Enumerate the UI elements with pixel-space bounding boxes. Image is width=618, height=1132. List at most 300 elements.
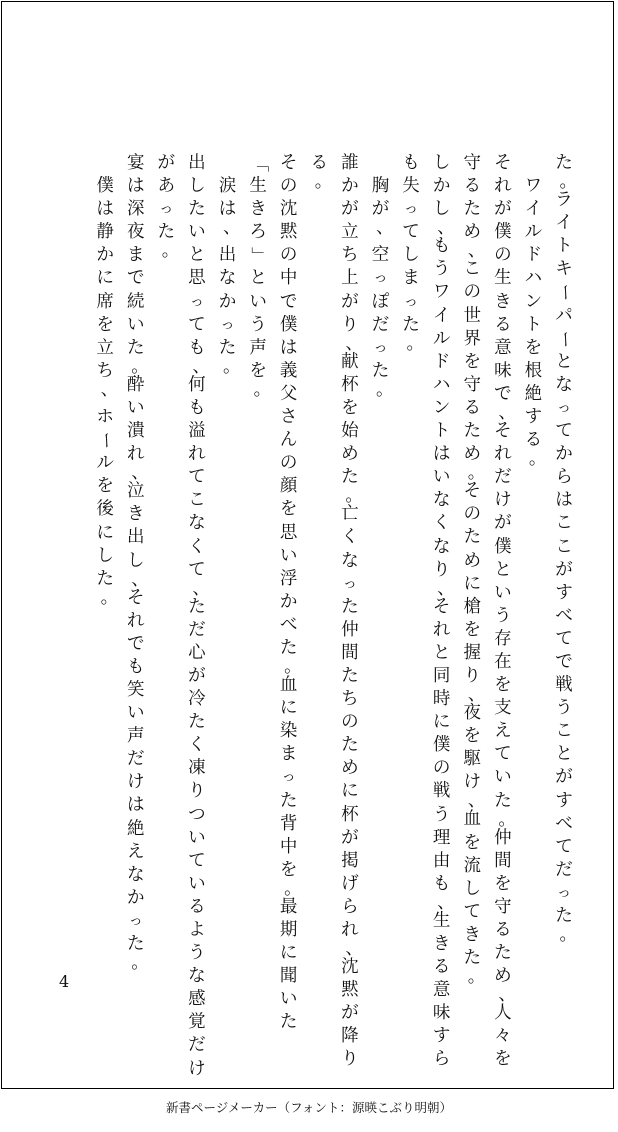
glyph: た [555, 906, 573, 926]
glyph: ワ [432, 282, 451, 303]
glyph: 出 [218, 245, 237, 266]
glyph: か [96, 245, 114, 266]
glyph: ろ [249, 222, 267, 243]
glyph: も [402, 153, 420, 173]
glyph: ら [341, 896, 359, 917]
glyph: ち [341, 689, 359, 710]
glyph: し [96, 545, 114, 566]
glyph: す [524, 407, 543, 428]
glyph: 、 [437, 578, 455, 599]
text-column [367, 152, 393, 932]
glyph: た [341, 467, 359, 488]
glyph: た [126, 934, 145, 954]
glyph: は [126, 795, 145, 816]
glyph: ル [524, 222, 543, 243]
glyph: た [279, 1012, 298, 1033]
glyph: 界 [463, 328, 481, 349]
glyph: 染 [279, 721, 298, 742]
glyph: ト [524, 314, 543, 335]
glyph: ぽ [371, 291, 390, 312]
glyph: を [279, 859, 298, 880]
glyph: 感 [188, 989, 206, 1010]
glyph: を [463, 726, 481, 747]
glyph: た [157, 222, 176, 243]
glyph: 、 [437, 892, 455, 913]
glyph: 、 [437, 218, 455, 239]
glyph: 始 [341, 421, 359, 442]
glyph: ら [432, 1049, 451, 1070]
glyph: か [555, 444, 573, 465]
indent-space [520, 152, 546, 175]
glyph: よ [188, 920, 206, 940]
glyph: て [188, 850, 206, 871]
glyph: れ [126, 444, 145, 465]
glyph: う [188, 943, 206, 964]
glyph: ー [554, 330, 575, 348]
indent-space [367, 152, 393, 175]
glyph: い [188, 222, 206, 243]
glyph: ホ [96, 407, 114, 428]
glyph: の [463, 504, 481, 525]
glyph: て [555, 836, 573, 857]
glyph: そ [494, 421, 512, 442]
glyph: ハ [524, 268, 543, 289]
glyph: 間 [494, 850, 512, 871]
glyph: な [432, 536, 451, 557]
glyph: け [126, 772, 145, 793]
glyph: け [494, 490, 512, 511]
glyph: る [463, 397, 481, 418]
glyph: 掲 [341, 850, 359, 871]
glyph: 生 [494, 268, 512, 289]
glyph: べ [555, 813, 573, 834]
glyph: ト [432, 421, 451, 442]
glyph: 顔 [279, 476, 298, 497]
glyph: な [218, 268, 237, 289]
glyph: が [555, 767, 573, 788]
glyph: も [188, 337, 206, 358]
glyph: な [341, 550, 359, 571]
glyph: と [249, 268, 267, 289]
glyph: 「 [248, 154, 269, 173]
glyph: 流 [463, 855, 481, 876]
glyph: き [494, 291, 512, 312]
glyph: き [463, 924, 481, 945]
glyph: ワ [524, 176, 543, 197]
text-column [184, 152, 210, 1079]
glyph: ー [554, 284, 575, 302]
glyph: い [279, 989, 298, 1010]
glyph: て [188, 559, 206, 580]
glyph: う [494, 605, 512, 626]
glyph: は [218, 199, 237, 220]
glyph: 僕 [494, 222, 512, 243]
glyph: 立 [96, 337, 114, 358]
glyph: 。 [345, 486, 363, 507]
glyph: 僕 [96, 176, 114, 197]
glyph: で [279, 291, 298, 312]
glyph: を [96, 314, 114, 335]
glyph: 献 [341, 351, 359, 372]
glyph: 何 [188, 374, 206, 395]
glyph: に [96, 268, 114, 289]
glyph: い [494, 767, 512, 788]
glyph: こ [555, 513, 573, 534]
glyph: 沈 [279, 199, 298, 220]
glyph: 父 [279, 383, 298, 404]
glyph: が [494, 513, 512, 534]
glyph: を [494, 873, 512, 894]
glyph: 笑 [126, 679, 145, 700]
glyph: 。 [131, 953, 149, 974]
glyph: う [555, 698, 573, 719]
glyph: 。 [467, 463, 486, 484]
glyph: け [463, 772, 481, 793]
glyph: 浮 [279, 568, 298, 589]
glyph: き [249, 199, 267, 220]
glyph: え [494, 721, 512, 742]
glyph: パ [555, 305, 573, 326]
glyph: は [432, 444, 451, 465]
glyph: そ [126, 587, 145, 608]
glyph: す [555, 790, 573, 811]
glyph: か [279, 591, 298, 612]
glyph: き [432, 934, 451, 954]
glyph: て [494, 744, 512, 765]
glyph: 僕 [279, 314, 298, 335]
glyph: い [188, 827, 206, 848]
glyph: 亡 [341, 504, 359, 525]
glyph: の [432, 758, 451, 779]
glyph: て [555, 421, 573, 442]
glyph: い [126, 397, 145, 418]
glyph: 意 [494, 337, 512, 358]
glyph: 夜 [463, 703, 481, 724]
glyph: す [555, 582, 573, 603]
glyph: イ [555, 213, 573, 234]
glyph: た [463, 527, 481, 548]
glyph: っ [159, 201, 174, 218]
glyph: 思 [188, 268, 206, 289]
indent-space [214, 152, 240, 175]
page-frame [1, 1, 614, 1089]
glyph: 生 [432, 910, 451, 931]
glyph: た [341, 735, 359, 756]
glyph: 。 [375, 379, 394, 400]
glyph: あ [157, 176, 176, 197]
glyph: 、 [131, 463, 149, 484]
glyph: を [341, 397, 359, 418]
glyph: だ [555, 859, 573, 880]
text-column [429, 152, 455, 1070]
glyph: 、 [375, 218, 394, 239]
glyph: り [341, 1049, 359, 1070]
glyph: ら [555, 467, 573, 488]
glyph: で [494, 383, 512, 404]
glyph: し [402, 245, 420, 266]
glyph: に [432, 712, 451, 733]
glyph: 守 [494, 896, 512, 917]
glyph: た [494, 943, 512, 964]
glyph: く [432, 513, 451, 534]
glyph: 背 [279, 813, 298, 834]
glyph: て [188, 467, 206, 488]
glyph: の [279, 245, 298, 266]
glyph: 夜 [126, 222, 145, 243]
glyph: 上 [341, 268, 359, 289]
glyph: 味 [432, 1003, 451, 1024]
glyph: 。 [528, 449, 547, 470]
glyph: こ [555, 721, 573, 742]
glyph: 世 [463, 305, 481, 326]
glyph: し [463, 878, 481, 899]
glyph: 、 [467, 685, 486, 706]
glyph: ち [96, 360, 114, 381]
glyph: 存 [494, 628, 512, 649]
glyph: め [463, 222, 481, 243]
glyph: っ [281, 769, 296, 786]
glyph: で [126, 633, 145, 654]
glyph: 守 [463, 374, 481, 395]
glyph: 。 [559, 925, 577, 946]
glyph: か [432, 176, 451, 197]
glyph: し [126, 550, 145, 571]
glyph: に [279, 943, 298, 964]
glyph: 。 [253, 379, 272, 400]
glyph: 中 [279, 836, 298, 857]
glyph: し [432, 199, 451, 220]
text-column [153, 152, 179, 932]
glyph: イ [524, 199, 543, 220]
glyph: く [188, 536, 206, 557]
glyph: 握 [463, 642, 481, 663]
glyph: は [555, 490, 573, 511]
glyph: な [126, 864, 145, 885]
glyph: い [494, 582, 512, 603]
glyph: ち [341, 245, 359, 266]
glyph: 冷 [188, 689, 206, 710]
glyph: 人 [494, 1003, 512, 1024]
glyph: 潰 [126, 421, 145, 442]
glyph: 、 [498, 985, 516, 1006]
glyph: い [188, 873, 206, 894]
glyph: 。 [131, 356, 149, 377]
glyph: こ [188, 490, 206, 511]
glyph: 涙 [218, 176, 237, 197]
glyph: で [126, 268, 145, 289]
glyph: 、 [467, 241, 486, 262]
glyph: 、 [345, 333, 363, 354]
glyph: い [432, 467, 451, 488]
glyph: 。 [467, 967, 486, 988]
glyph: で [555, 651, 573, 672]
page-number: 4 [59, 972, 70, 991]
glyph: ま [279, 744, 298, 765]
glyph: 間 [341, 642, 359, 663]
glyph: る [494, 314, 512, 335]
glyph: く [341, 527, 359, 548]
glyph: っ [404, 293, 419, 310]
glyph: 中 [279, 268, 298, 289]
glyph: 。 [284, 657, 302, 678]
glyph: 意 [432, 980, 451, 1001]
glyph: い [126, 703, 145, 724]
glyph: る [432, 957, 451, 978]
glyph: の [279, 453, 298, 474]
text-column [123, 152, 149, 974]
glyph: を [463, 619, 481, 640]
glyph: め [341, 758, 359, 779]
glyph: ラ [555, 190, 573, 211]
glyph: を [279, 499, 298, 520]
glyph: の [494, 245, 512, 266]
glyph: し [188, 176, 206, 197]
glyph: た [463, 948, 481, 968]
glyph: 、 [345, 939, 363, 960]
glyph: 宴 [126, 153, 145, 173]
glyph: け [188, 1058, 206, 1079]
glyph: も [126, 656, 145, 677]
glyph: れ [432, 619, 451, 640]
glyph: 駆 [463, 749, 481, 770]
glyph: 声 [126, 726, 145, 747]
glyph: ル [432, 328, 451, 349]
glyph: き [126, 504, 145, 525]
glyph: さ [279, 407, 298, 428]
glyph: た [279, 637, 298, 658]
glyph: つ [188, 804, 206, 825]
glyph: っ [404, 201, 419, 218]
glyph: た [463, 199, 481, 220]
glyph: が [157, 153, 176, 173]
glyph: そ [279, 153, 298, 173]
glyph: 戦 [432, 781, 451, 802]
glyph: っ [373, 339, 388, 356]
glyph: っ [557, 884, 571, 901]
glyph: ハ [432, 374, 451, 395]
text-column [398, 152, 424, 932]
text-column [490, 152, 516, 1070]
glyph: え [126, 841, 145, 862]
glyph: だ [371, 314, 390, 335]
glyph: た [494, 790, 512, 811]
glyph: か [341, 176, 359, 197]
glyph: ま [126, 245, 145, 266]
glyph: ト [555, 236, 573, 257]
glyph: 出 [126, 527, 145, 548]
glyph: て [555, 628, 573, 649]
glyph: を [96, 476, 114, 497]
glyph: 、 [192, 356, 210, 377]
glyph: 沈 [341, 957, 359, 978]
glyph: り [432, 559, 451, 580]
glyph: て [402, 222, 420, 243]
glyph: 絶 [126, 818, 145, 839]
glyph: た [126, 337, 145, 358]
glyph: を [463, 351, 481, 372]
glyph: れ [494, 176, 512, 197]
text-column [337, 152, 363, 1070]
glyph: は [279, 337, 298, 358]
glyph: た [96, 568, 114, 589]
glyph: だ [126, 749, 145, 770]
glyph: だ [188, 1035, 206, 1056]
glyph: っ [373, 270, 388, 287]
glyph: 杯 [341, 804, 359, 825]
glyph: す [432, 1026, 451, 1047]
glyph: 根 [524, 360, 543, 381]
glyph: 同 [432, 665, 451, 686]
glyph: 聞 [279, 966, 298, 987]
glyph: れ [188, 444, 206, 465]
glyph: た [188, 199, 206, 220]
glyph: 。 [498, 809, 516, 830]
glyph: 席 [96, 291, 114, 312]
glyph: る [494, 920, 512, 940]
glyph: 溢 [188, 421, 206, 442]
glyph: 時 [432, 689, 451, 710]
glyph: ド [432, 351, 451, 372]
glyph: 支 [494, 698, 512, 719]
indent-space [92, 152, 118, 175]
glyph: め [494, 966, 512, 987]
glyph: る [188, 896, 206, 917]
vertical-text-body [47, 152, 577, 1079]
glyph: 、 [222, 218, 241, 239]
glyph: も [432, 236, 451, 257]
glyph: イ [432, 305, 451, 326]
glyph: 、 [467, 791, 486, 812]
glyph: っ [342, 575, 357, 592]
glyph: と [555, 351, 573, 372]
glyph: れ [341, 920, 359, 940]
glyph: た [402, 314, 420, 335]
glyph: う [249, 314, 267, 335]
glyph: り [188, 781, 206, 802]
glyph: は [126, 176, 145, 197]
glyph: な [188, 513, 206, 534]
glyph: 。 [222, 356, 241, 377]
glyph: る [463, 176, 481, 197]
glyph: が [555, 559, 573, 580]
glyph: 杯 [341, 374, 359, 395]
glyph: め [341, 444, 359, 465]
glyph: 味 [494, 360, 512, 381]
glyph: と [188, 245, 206, 266]
glyph: 絶 [524, 383, 543, 404]
glyph: 由 [432, 850, 451, 871]
glyph: り [463, 665, 481, 686]
glyph: 々 [494, 1026, 512, 1047]
glyph: 血 [463, 809, 481, 830]
glyph: る [524, 430, 543, 451]
glyph: た [341, 665, 359, 686]
glyph: う [432, 804, 451, 825]
glyph: 、 [100, 379, 119, 400]
glyph: が [494, 199, 512, 220]
glyph: の [279, 176, 298, 197]
glyph: 。 [284, 878, 302, 899]
glyph: ま [402, 268, 420, 289]
glyph: に [463, 573, 481, 594]
glyph: を [249, 360, 267, 381]
glyph: に [279, 698, 298, 719]
glyph: 深 [126, 199, 145, 220]
glyph: そ [463, 481, 481, 502]
glyph: る [310, 153, 328, 173]
glyph: ド [524, 245, 543, 266]
glyph: 、 [131, 569, 149, 590]
